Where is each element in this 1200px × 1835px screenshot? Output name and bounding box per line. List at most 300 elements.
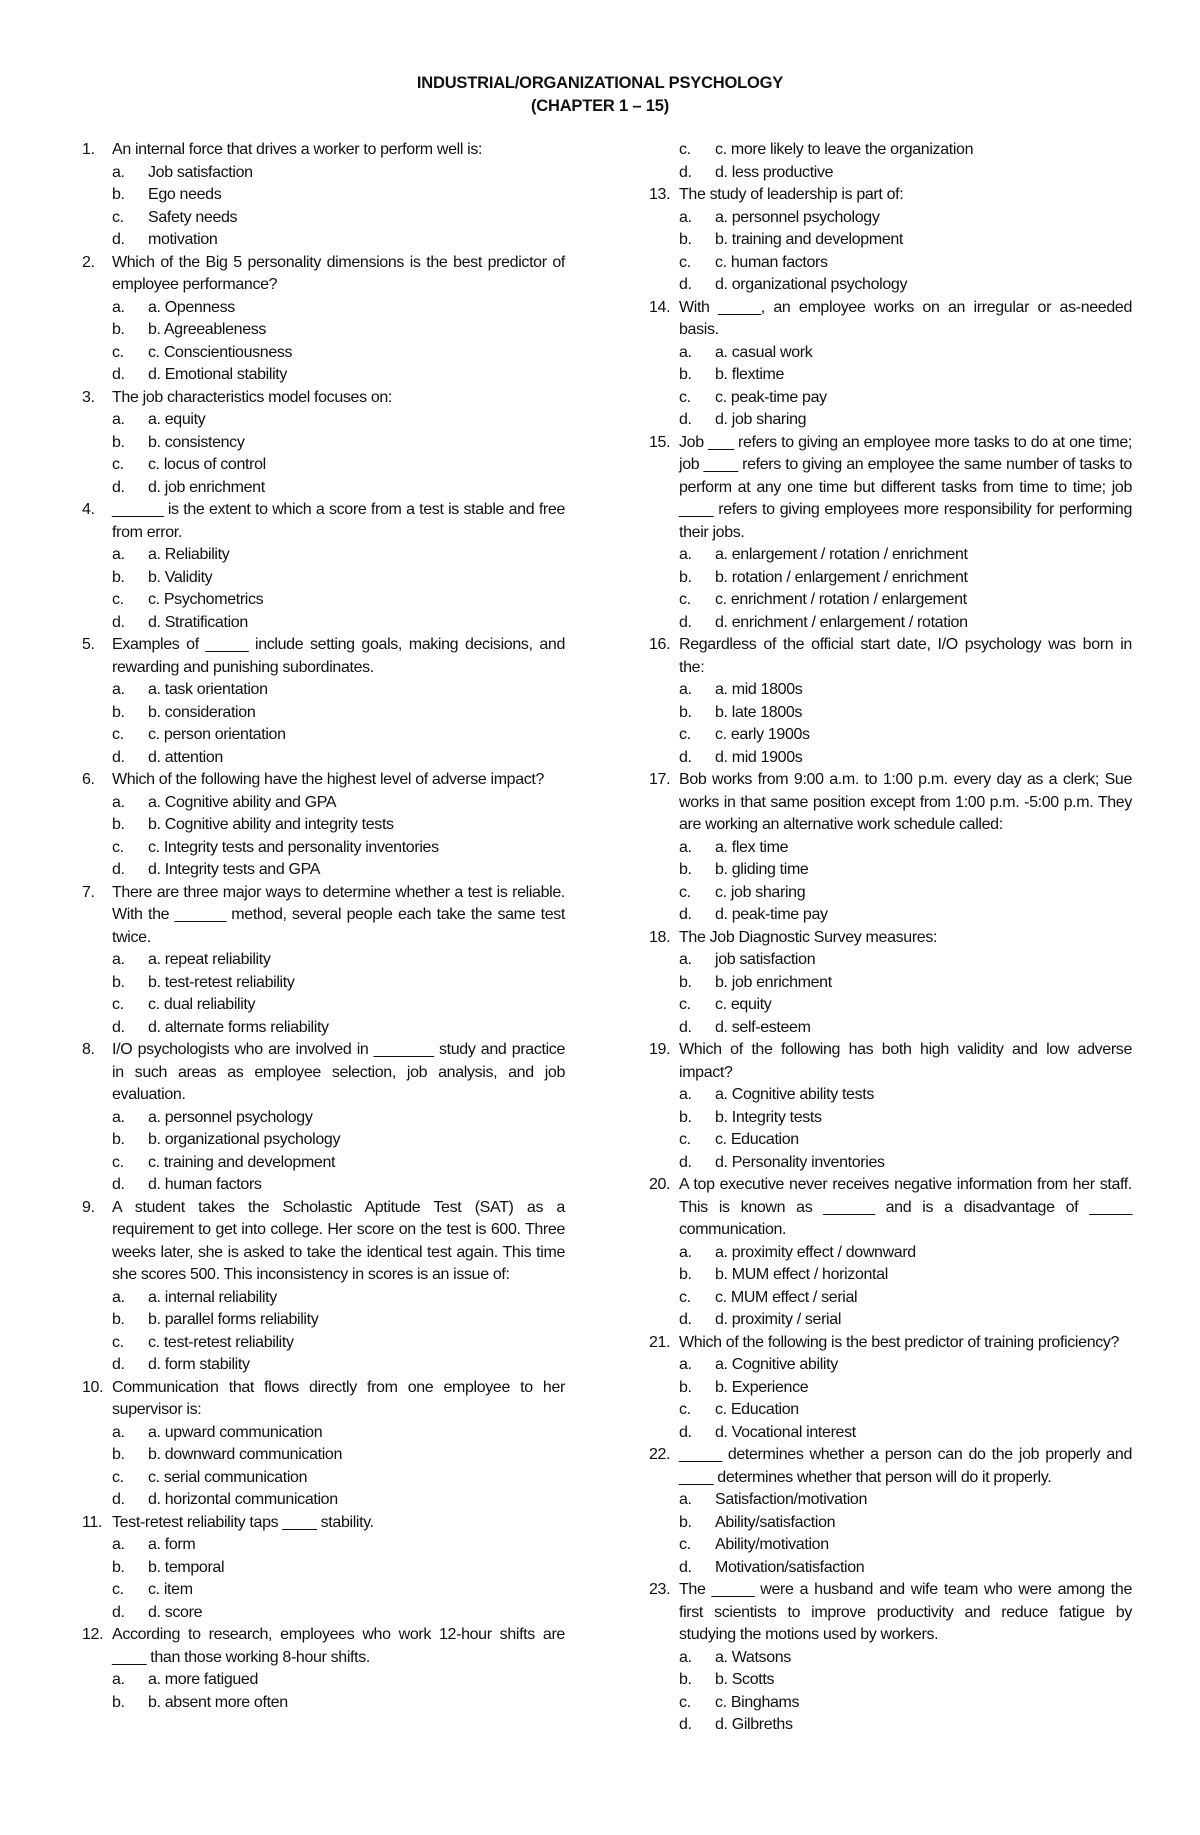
option-text: Job satisfaction <box>148 163 253 181</box>
option-letter: a. <box>112 1108 125 1126</box>
question-text: Job ___ refers to giving an employee more tasks to do at one time; job ____ refers to giving an employee the same number of tasks to perform at any one time but different tasks from time to time; job ____ refers to giving employees more responsibility for performing their jobs. <box>679 433 1132 541</box>
option-text: d. mid 1900s <box>715 748 803 766</box>
option-letter: c. <box>112 343 124 361</box>
option-letter: c. <box>679 1693 691 1711</box>
question-item <box>649 1332 1132 1355</box>
option-letter: d. <box>112 613 125 631</box>
answer-option <box>649 1512 1132 1535</box>
question-item <box>82 139 565 162</box>
question-text: I/O psychologists who are involved in _______ study and practice in such areas as employee selection, job analysis, and job evaluation. <box>112 1041 565 1103</box>
answer-option <box>649 1399 1132 1422</box>
option-text: a. Watsons <box>715 1648 791 1666</box>
option-text: c. Education <box>715 1401 799 1418</box>
question-text: _____ determines whether a person can do the job properly and ____ determines whether that person will do it properly. <box>679 1446 1132 1486</box>
option-letter: b. <box>679 366 692 383</box>
answer-option <box>649 274 1132 297</box>
answer-option <box>649 1152 1132 1175</box>
answer-option <box>82 724 565 747</box>
question-number: 14. <box>649 298 671 316</box>
question-item <box>649 184 1132 207</box>
option-letter: c. <box>679 1288 691 1306</box>
answer-option <box>649 1489 1132 1512</box>
question-number: 19. <box>649 1041 671 1058</box>
option-letter: a. <box>112 681 125 698</box>
option-text: a. casual work <box>715 343 813 361</box>
option-text: b. Validity <box>148 568 213 586</box>
answer-option <box>649 1692 1132 1715</box>
answer-option <box>82 679 565 702</box>
answer-option <box>82 184 565 207</box>
option-letter: c. <box>112 1581 124 1598</box>
option-text: b. job enrichment <box>715 973 832 991</box>
option-text: c. enrichment / rotation / enlargement <box>715 591 967 608</box>
option-letter: b. <box>679 973 692 991</box>
option-text: c. test-retest reliability <box>148 1333 294 1351</box>
option-text: c. serial communication <box>148 1468 308 1486</box>
answer-option <box>82 319 565 342</box>
answer-option <box>82 1489 565 1512</box>
answer-option <box>649 1354 1132 1377</box>
question-number: 15. <box>649 433 671 451</box>
option-letter: a. <box>112 411 125 428</box>
option-letter: a. <box>679 546 692 563</box>
option-letter: b. <box>112 1131 125 1148</box>
option-text: c. Binghams <box>715 1693 800 1711</box>
option-text: c. Psychometrics <box>148 591 264 608</box>
option-letter: d. <box>112 1176 125 1193</box>
answer-option <box>649 252 1132 275</box>
question-number: 13. <box>649 186 671 203</box>
option-letter: c. <box>679 141 691 158</box>
answer-option <box>82 1557 565 1580</box>
option-text: d. attention <box>148 748 223 766</box>
option-text: a. mid 1800s <box>715 681 803 698</box>
option-text: d. horizontal communication <box>148 1491 338 1508</box>
answer-option <box>82 1534 565 1557</box>
option-letter: c. <box>679 388 691 406</box>
option-text: d. human factors <box>148 1176 262 1193</box>
option-text: c. MUM effect / serial <box>715 1288 858 1306</box>
option-letter: c. <box>112 838 124 856</box>
option-text: b. rotation / enlargement / enrichment <box>715 568 968 586</box>
option-text: a. proximity effect / downward <box>715 1243 916 1261</box>
option-letter: d. <box>679 748 692 766</box>
question-number: 7. <box>82 883 95 901</box>
option-text: c. job sharing <box>715 883 806 901</box>
option-text: a. Cognitive ability and GPA <box>148 793 337 811</box>
answer-option <box>82 792 565 815</box>
answer-option <box>649 972 1132 995</box>
answer-option <box>82 454 565 477</box>
option-letter: b. <box>112 703 125 721</box>
option-text: c. early 1900s <box>715 726 810 743</box>
option-letter: d. <box>112 1018 125 1036</box>
question-item <box>649 1579 1132 1647</box>
option-letter: a. <box>679 1491 692 1508</box>
answer-option <box>82 1287 565 1310</box>
answer-option <box>649 702 1132 725</box>
option-text: b. absent more often <box>148 1693 288 1711</box>
answer-option <box>82 477 565 500</box>
question-text: The job characteristics model focuses on: <box>112 388 393 406</box>
answer-option <box>82 1602 565 1625</box>
option-text: d. Stratification <box>148 613 248 631</box>
option-letter: c. <box>679 1401 691 1418</box>
left-column <box>82 139 565 1714</box>
option-text: d. self-esteem <box>715 1018 811 1036</box>
answer-option <box>649 747 1132 770</box>
option-text: a. Cognitive ability tests <box>715 1086 874 1103</box>
answer-option <box>649 1264 1132 1287</box>
option-letter: a. <box>112 546 125 563</box>
option-text: d. score <box>148 1603 203 1621</box>
answer-option <box>649 139 1132 162</box>
question-text: An internal force that drives a worker to perform well is: <box>112 141 483 158</box>
option-text: d. Personality inventories <box>715 1153 885 1171</box>
answer-option <box>649 1242 1132 1265</box>
answer-option <box>649 679 1132 702</box>
answer-option <box>649 904 1132 927</box>
option-text: Safety needs <box>148 208 238 226</box>
answer-option <box>649 1669 1132 1692</box>
answer-option <box>82 1152 565 1175</box>
answer-option <box>649 409 1132 432</box>
answer-option <box>82 949 565 972</box>
option-text: a. form <box>148 1536 196 1553</box>
option-letter: a. <box>679 951 692 968</box>
question-item <box>82 1624 565 1669</box>
option-letter: a. <box>679 1648 692 1666</box>
question-number: 16. <box>649 636 671 653</box>
option-letter: a. <box>112 1423 125 1441</box>
option-text: b. parallel forms reliability <box>148 1311 319 1328</box>
question-number: 3. <box>82 388 95 406</box>
question-text: With _____, an employee works on an irregular or as-needed basis. <box>679 298 1132 338</box>
right-column <box>649 139 1132 1737</box>
option-letter: d. <box>679 411 692 428</box>
option-text: c. equity <box>715 996 772 1013</box>
answer-option <box>649 589 1132 612</box>
answer-option <box>82 747 565 770</box>
answer-option <box>649 882 1132 905</box>
option-text: a. personnel psychology <box>715 208 880 226</box>
option-letter: b. <box>112 816 125 833</box>
option-text: b. downward communication <box>148 1446 343 1463</box>
answer-option <box>82 432 565 455</box>
answer-option <box>649 1129 1132 1152</box>
question-text: Which of the Big 5 personality dimensions is the best predictor of employee performance? <box>112 253 565 293</box>
option-letter: b. <box>679 703 692 721</box>
option-text: a. flex time <box>715 838 789 856</box>
option-letter: d. <box>112 231 125 248</box>
question-number: 18. <box>649 928 671 946</box>
answer-option <box>82 589 565 612</box>
document-subtitle: (CHAPTER 1 – 15) <box>530 97 669 115</box>
answer-option <box>82 1309 565 1332</box>
option-letter: b. <box>112 568 125 586</box>
option-letter: a. <box>112 1671 125 1688</box>
option-text: motivation <box>148 231 218 248</box>
option-letter: c. <box>112 1468 124 1486</box>
option-letter: b. <box>679 861 692 878</box>
option-letter: b. <box>679 1266 692 1283</box>
option-text: Ability/satisfaction <box>715 1513 836 1531</box>
option-letter: c. <box>679 591 691 608</box>
answer-option <box>82 567 565 590</box>
answer-option <box>82 702 565 725</box>
option-text: a. repeat reliability <box>148 951 271 968</box>
question-number: 22. <box>649 1446 671 1463</box>
answer-option <box>649 1377 1132 1400</box>
option-text: a. personnel psychology <box>148 1108 313 1126</box>
option-text: Motivation/satisfaction <box>715 1558 865 1576</box>
question-text: Regardless of the official start date, I/O psychology was born in the: <box>679 636 1132 676</box>
answer-option <box>82 1669 565 1692</box>
answer-option <box>82 1467 565 1490</box>
option-text: d. Emotional stability <box>148 366 288 383</box>
question-item <box>82 387 565 410</box>
option-letter: a. <box>679 1243 692 1261</box>
option-text: a. Cognitive ability <box>715 1356 838 1373</box>
question-number: 10. <box>82 1378 104 1396</box>
option-letter: a. <box>112 1288 125 1306</box>
option-text: b. Cognitive ability and integrity tests <box>148 816 394 833</box>
question-text: Communication that flows directly from one employee to her supervisor is: <box>112 1378 565 1418</box>
answer-option <box>649 364 1132 387</box>
option-text: c. locus of control <box>148 456 266 473</box>
option-text: d. peak-time pay <box>715 906 828 923</box>
option-text: a. Reliability <box>148 546 230 563</box>
answer-option <box>649 724 1132 747</box>
option-text: b. late 1800s <box>715 703 803 721</box>
option-text: b. gliding time <box>715 861 809 878</box>
option-text: c. dual reliability <box>148 996 256 1013</box>
question-text: The Job Diagnostic Survey measures: <box>679 928 938 946</box>
answer-option <box>649 1309 1132 1332</box>
question-item <box>649 927 1132 950</box>
option-letter: b. <box>112 973 125 991</box>
option-text: d. organizational psychology <box>715 276 908 293</box>
question-text: The _____ were a husband and wife team who were among the first scientists to improve productivity and reduce fatigue by studying the motions used by workers. <box>679 1581 1132 1643</box>
answer-option <box>649 612 1132 635</box>
question-item <box>82 252 565 297</box>
option-letter: d. <box>112 861 125 878</box>
option-letter: b. <box>112 1693 125 1711</box>
option-letter: a. <box>679 1356 692 1373</box>
answer-option <box>82 1692 565 1715</box>
option-text: d. less productive <box>715 163 834 181</box>
option-text: c. peak-time pay <box>715 388 827 406</box>
question-item <box>82 1512 565 1535</box>
question-item <box>82 1197 565 1287</box>
question-item <box>82 1377 565 1422</box>
option-letter: d. <box>679 1153 692 1171</box>
question-item <box>649 634 1132 679</box>
option-letter: d. <box>112 1603 125 1621</box>
option-letter: c. <box>679 253 691 271</box>
answer-option <box>649 342 1132 365</box>
option-letter: d. <box>679 163 692 181</box>
option-text: d. Vocational interest <box>715 1423 856 1441</box>
answer-option <box>649 1534 1132 1557</box>
answer-option <box>82 994 565 1017</box>
option-text: Ego needs <box>148 186 222 203</box>
option-letter: b. <box>112 1311 125 1328</box>
answer-option <box>649 1017 1132 1040</box>
question-number: 2. <box>82 253 95 271</box>
answer-option <box>82 859 565 882</box>
question-item <box>82 882 565 950</box>
option-letter: d. <box>679 1018 692 1036</box>
answer-option <box>82 207 565 230</box>
option-letter: d. <box>112 748 125 766</box>
question-number: 1. <box>82 141 95 158</box>
question-text: Which of the following have the highest level of adverse impact? <box>112 771 545 788</box>
question-item <box>649 1444 1132 1489</box>
question-item <box>649 1039 1132 1084</box>
answer-option <box>649 837 1132 860</box>
question-number: 8. <box>82 1041 95 1058</box>
option-text: c. person orientation <box>148 726 286 743</box>
option-text: b. organizational psychology <box>148 1131 341 1148</box>
option-text: b. consideration <box>148 703 256 721</box>
question-item <box>649 297 1132 342</box>
answer-option <box>82 1422 565 1445</box>
option-letter: d. <box>679 1558 692 1576</box>
answer-option <box>649 207 1132 230</box>
answer-option <box>649 1557 1132 1580</box>
question-number: 21. <box>649 1333 671 1351</box>
option-letter: b. <box>679 1378 692 1396</box>
question-text: A top executive never receives negative information from her staff. This is known as ______ and is a disadvantage of _____ communication. <box>679 1176 1132 1238</box>
option-letter: c. <box>112 1153 124 1171</box>
question-number: 23. <box>649 1581 671 1598</box>
option-letter: a. <box>112 951 125 968</box>
option-text: c. human factors <box>715 253 828 271</box>
answer-option <box>649 1422 1132 1445</box>
option-letter: d. <box>679 1311 692 1328</box>
option-letter: d. <box>112 1356 125 1373</box>
question-item <box>82 1039 565 1107</box>
answer-option <box>649 1647 1132 1670</box>
option-letter: c. <box>112 456 124 473</box>
answer-option <box>82 229 565 252</box>
answer-option <box>649 162 1132 185</box>
option-text: c. more likely to leave the organization <box>715 141 974 158</box>
answer-option <box>649 1107 1132 1130</box>
option-text: c. item <box>148 1581 193 1598</box>
option-letter: b. <box>112 321 125 338</box>
option-letter: d. <box>679 613 692 631</box>
answer-option <box>82 1017 565 1040</box>
answer-option <box>82 1129 565 1152</box>
answer-option <box>82 837 565 860</box>
option-letter: b. <box>679 1671 692 1688</box>
option-text: job satisfaction <box>715 951 816 968</box>
option-letter: a. <box>679 681 692 698</box>
option-text: a. Openness <box>148 298 235 316</box>
option-text: c. training and development <box>148 1153 336 1171</box>
answer-option <box>82 1174 565 1197</box>
answer-option <box>82 612 565 635</box>
answer-option <box>649 1714 1132 1737</box>
question-text: The study of leadership is part of: <box>679 186 904 203</box>
question-number: 11. <box>82 1513 103 1531</box>
answer-option <box>649 994 1132 1017</box>
option-letter: b. <box>112 186 125 203</box>
answer-option <box>82 342 565 365</box>
option-text: a. more fatigued <box>148 1671 259 1688</box>
option-letter: c. <box>679 1131 691 1148</box>
answer-option <box>82 364 565 387</box>
option-letter: d. <box>112 366 125 383</box>
option-letter: a. <box>112 793 125 811</box>
option-letter: d. <box>679 276 692 293</box>
option-text: c. Conscientiousness <box>148 343 293 361</box>
option-letter: d. <box>112 478 125 496</box>
option-letter: c. <box>112 726 124 743</box>
option-text: a. equity <box>148 411 206 428</box>
question-number: 9. <box>82 1198 95 1216</box>
question-text: Which of the following is the best predictor of training proficiency? <box>679 1333 1120 1351</box>
option-text: d. job enrichment <box>148 478 265 496</box>
option-letter: c. <box>112 591 124 608</box>
option-letter: b. <box>679 231 692 248</box>
option-text: b. MUM effect / horizontal <box>715 1266 888 1283</box>
option-text: b. Experience <box>715 1378 809 1396</box>
option-text: d. form stability <box>148 1356 250 1373</box>
option-letter: a. <box>679 343 692 361</box>
answer-option <box>82 297 565 320</box>
answer-option <box>82 162 565 185</box>
option-letter: c. <box>679 1536 691 1553</box>
question-text: According to research, employees who work 12-hour shifts are ____ than those working 8-hour shifts. <box>112 1626 565 1666</box>
option-letter: d. <box>679 1716 692 1733</box>
option-text: b. training and development <box>715 231 904 248</box>
option-text: c. Education <box>715 1131 799 1148</box>
question-text: There are three major ways to determine whether a test is reliable. With the ______ method, several people each take the same test twice. <box>112 883 565 946</box>
option-letter: d. <box>679 1423 692 1441</box>
question-text: Examples of _____ include setting goals, making decisions, and rewarding and punishing subordinates. <box>112 636 565 676</box>
option-text: b. consistency <box>148 433 245 451</box>
option-letter: b. <box>679 1108 692 1126</box>
option-letter: b. <box>112 433 125 451</box>
option-text: b. Integrity tests <box>715 1108 822 1126</box>
answer-option <box>649 1287 1132 1310</box>
option-letter: c. <box>679 726 691 743</box>
question-item <box>82 769 565 792</box>
option-letter: c. <box>679 996 691 1013</box>
question-number: 17. <box>649 771 671 788</box>
option-text: b. Scotts <box>715 1671 775 1688</box>
option-letter: b. <box>679 1513 692 1531</box>
question-item <box>82 499 565 544</box>
option-letter: a. <box>679 208 692 226</box>
option-text: a. upward communication <box>148 1423 323 1441</box>
answer-option <box>649 387 1132 410</box>
option-text: c. Integrity tests and personality inventories <box>148 838 439 856</box>
document-header <box>0 72 1200 118</box>
option-letter: b. <box>679 568 692 586</box>
question-item <box>649 432 1132 545</box>
answer-option <box>649 567 1132 590</box>
answer-option <box>82 1107 565 1130</box>
question-item <box>82 634 565 679</box>
document-title: INDUSTRIAL/ORGANIZATIONAL PSYCHOLOGY <box>416 74 784 92</box>
question-text: Which of the following has both high validity and low adverse impact? <box>679 1041 1132 1081</box>
option-text: d. Integrity tests and GPA <box>148 861 321 878</box>
option-text: a. enlargement / rotation / enrichment <box>715 546 968 563</box>
